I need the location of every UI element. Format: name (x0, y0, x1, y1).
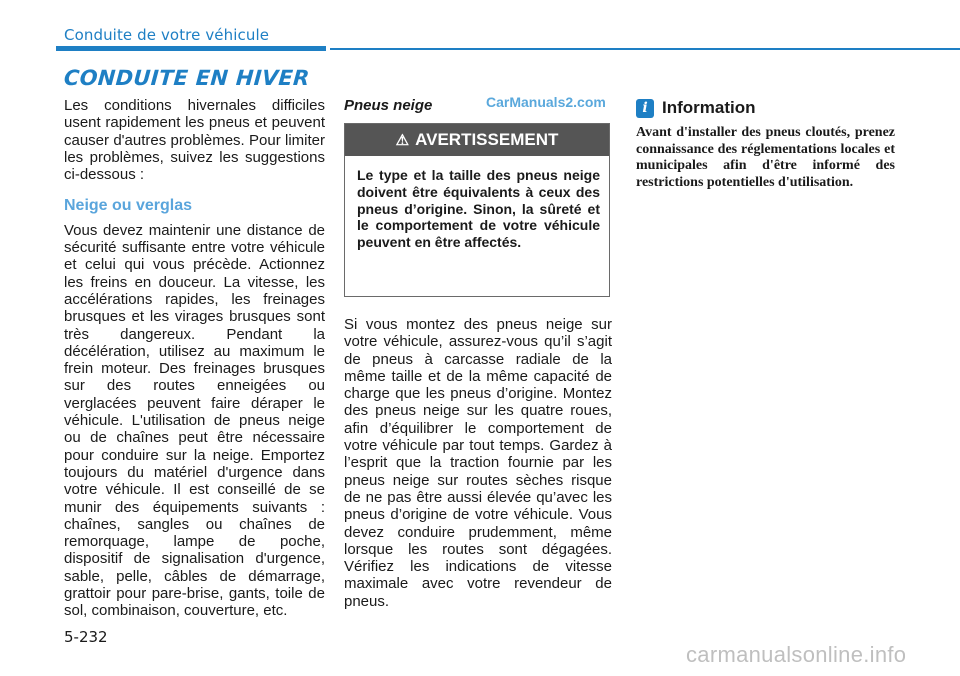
warning-triangle-icon: ⚠ (395, 131, 410, 149)
column-2-body (344, 316, 612, 610)
warning-label: AVERTISSEMENT (415, 130, 559, 149)
chapter-title: Conduite de votre véhicule (64, 26, 270, 44)
header-bar-thick (56, 46, 326, 51)
page-number: 5-232 (64, 628, 108, 646)
warning-text: Le type et la taille des pneus neige doivent être équivalents à ceux des pneus d’origine. Sinon, la sûreté et le comportement de votre véhicule peuvent en être affectés. (357, 167, 600, 251)
intro-paragraph: Les conditions hivernales difficiles usent rapidement les pneus et peuvent causer d'autres problèmes. Pour limiter les problèmes, suivez les suggestions ci-dessous : (64, 97, 325, 184)
snow-tires-paragraph: Si vous montez des pneus neige sur votre véhicule, assurez-vous qu’il s’agit de pneus à carcasse radiale de la même taille et de la même capacité de charge que les pneus d’origine. Montez des pneus neige sur les quatre roues, afin d’équilibrer le comportement de votre véhicule par tout temps. Gardez à l’esprit que la traction fournie par les pneus neige sur routes sèches risque de ne pas être aussi élevée qu’avec les pneus d’origine de votre véhicule. Vous devez conduire prudemment, même lorsque les routes sont dégagées. Vérifiez les indications de vitesse maximale avec votre revendeur de pneus. (344, 316, 612, 610)
column-1 (64, 97, 325, 620)
watermark-bottom[interactable]: carmanualsonline.info (686, 642, 907, 667)
information-title: Information (662, 98, 756, 117)
warning-box (344, 123, 610, 297)
watermark-top[interactable]: CarManuals2.com (486, 94, 606, 110)
subheading-snow-ice: Neige ou verglas (64, 197, 193, 215)
information-text: Avant d'installer des pneus cloutés, prenez connaissance des réglementations locales et municipales afin d'être informé des restrictions potentielles d'utilisation. (636, 125, 895, 190)
header-bar-thin (330, 48, 960, 50)
section-title: CONDUITE EN HIVER (63, 66, 311, 90)
information-header (636, 98, 756, 118)
snow-ice-paragraph: Vous devez maintenir une distance de sécurité suffisante entre votre véhicule et celui qui vous précède. Actionnez les freins en douceur. La vitesse, les accélérations rapides, les freinages brusques et les virages brusques sont très dangereux. Pendant la décélération, utilisez au maximum le frein moteur. Des freinages brusques sur des routes enneigées ou verglacées peuvent faire déraper le véhicule. L'utilisation de pneus neige ou de chaînes peut être nécessaire pour conduire sur la neige. Emportez toujours du matériel d'urgence dans votre véhicule. Il est conseillé de se munir des équipements suivants : chaînes, sangles ou chaînes de remorquage, lampe de poche, dispositif de signalisation d'urgence, sable, pelle, câbles de démarrage, grattoir pour pare-brise, gants, toile de sol, combinaison, couverture, etc. (64, 221, 325, 620)
info-icon: i (636, 99, 654, 118)
snow-tires-title: Pneus neige (344, 97, 433, 114)
warning-header (345, 124, 609, 156)
